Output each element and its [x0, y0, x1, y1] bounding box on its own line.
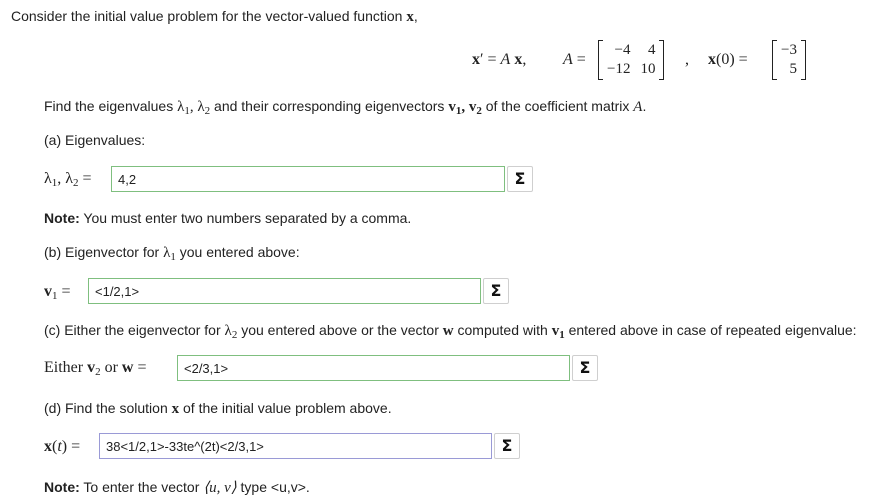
part-b-label: [44, 244, 300, 262]
note-d-bold: Note:: [44, 479, 80, 495]
part-c-w: w: [442, 323, 454, 339]
part-d-label-start: (d) Find the solution: [44, 400, 168, 416]
part-b-label-start: (b) Eigenvector for: [44, 244, 160, 260]
matrix-a-label: A =: [563, 51, 586, 68]
note-d-text-mid: type: [240, 479, 267, 495]
intro-var: x: [406, 9, 414, 25]
task-text-end: of the coefficient matrix: [485, 98, 630, 114]
part-c-label-end: entered above in case of repeated eigenvalue:: [568, 322, 857, 338]
task-line: [44, 98, 646, 116]
part-c-v: $v_1$: [551, 323, 565, 341]
part-d-field-label: x(t) =: [44, 438, 81, 455]
x0-label: x(0) =: [708, 51, 748, 68]
part-b-lambda: $\lambda_1$: [163, 245, 176, 263]
x0-1: −3: [781, 42, 797, 58]
task-text-mid: and their corresponding eigenvectors: [214, 98, 445, 114]
equation-separator: ,: [685, 51, 689, 68]
part-c-label: [44, 322, 857, 340]
part-c-either: Either: [44, 359, 84, 376]
part-d-label-end: of the initial value problem above.: [183, 400, 392, 416]
part-d-var: x: [171, 401, 180, 417]
note-d-period: .: [305, 479, 310, 495]
eigenvector-1-input[interactable]: [88, 278, 481, 304]
part-c-or: or: [104, 359, 118, 376]
part-c-label-start: (c) Either the eigenvector for: [44, 322, 221, 338]
ode-equation: x′ = A x,: [472, 51, 527, 68]
task-matrix-var: A: [633, 99, 643, 115]
note-a-text: You must enter two numbers separated by a comma.: [83, 210, 412, 226]
part-b-field-label: v1 =: [44, 283, 71, 302]
note-d-syntax: <u,v>: [270, 479, 306, 495]
matrix-a-11: −4: [614, 42, 631, 58]
task-vs: $v_1$, $v_2$: [448, 99, 482, 117]
part-c-field-w: w: [121, 359, 134, 376]
matrix-a: [598, 40, 664, 80]
x0-2: 5: [789, 61, 797, 77]
part-a-label: (a) Eigenvalues:: [44, 132, 146, 148]
matrix-a-21: −12: [607, 61, 631, 77]
part-c-lambda: $\lambda_2$: [224, 323, 238, 341]
eigenvalues-equation-editor-button[interactable]: Σ: [507, 166, 533, 192]
solution-input[interactable]: [99, 433, 492, 459]
note-d-vector: ⟨u, v⟩: [203, 480, 237, 496]
part-b-label-end: you entered above:: [179, 244, 300, 260]
part-d-label: [44, 400, 392, 418]
task-period: .: [642, 98, 647, 114]
intro-period: ,: [413, 8, 418, 24]
part-c-label-mid2: computed with: [457, 322, 548, 338]
matrix-a-12: 4: [647, 42, 656, 58]
eigenvector-1-equation-editor-button[interactable]: Σ: [483, 278, 509, 304]
note-d: [44, 478, 310, 497]
part-c-label-mid: you entered above or the vector: [241, 322, 439, 338]
eigenvector-2-input[interactable]: [177, 355, 570, 381]
part-a-field-label: λ1, λ2 =: [44, 170, 92, 189]
intro-line: [11, 8, 418, 26]
part-c-field-label: Either v2 or w =: [44, 359, 147, 378]
eigenvector-2-equation-editor-button[interactable]: Σ: [572, 355, 598, 381]
eigenvalues-input[interactable]: [111, 166, 505, 192]
intro-text: Consider the initial value problem for the vector-valued function: [11, 8, 403, 24]
task-lambdas: $\lambda_1$, $\lambda_2$: [177, 99, 211, 117]
note-a: [44, 210, 411, 226]
vector-x0: [772, 40, 806, 80]
part-c-eq: =: [137, 359, 147, 376]
task-text-start: Find the eigenvalues: [44, 98, 174, 114]
matrix-a-22: 10: [640, 61, 656, 77]
note-a-bold: Note:: [44, 210, 80, 226]
solution-equation-editor-button[interactable]: Σ: [494, 433, 520, 459]
note-d-text-start: To enter the vector: [83, 479, 200, 495]
